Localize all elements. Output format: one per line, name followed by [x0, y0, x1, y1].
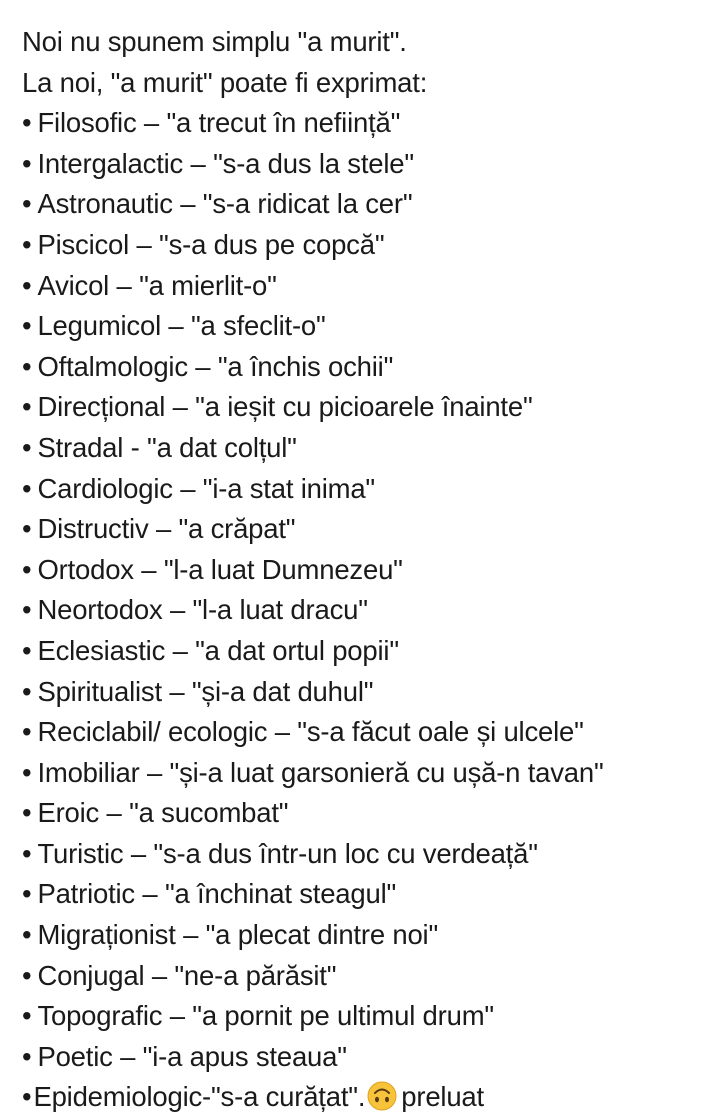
- list-item: [22, 184, 697, 225]
- bullet-mark: •: [22, 797, 32, 829]
- bullet-mark: •: [22, 1081, 32, 1113]
- list-item-text: Eclesiastic – "a dat ortul popii": [37, 634, 399, 666]
- bullet-mark: •: [22, 675, 32, 707]
- list-item: [22, 550, 697, 591]
- bullet-mark: •: [22, 1000, 32, 1032]
- upside-down-face-emoji-icon: [367, 1081, 397, 1111]
- list-item: [22, 509, 697, 550]
- bullet-mark: •: [22, 147, 32, 179]
- list-item: [22, 306, 697, 347]
- list-item-text: Distructiv – "a crăpat": [37, 513, 296, 545]
- list-item-text: Conjugal – "ne-a părăsit": [37, 959, 337, 991]
- bullet-mark: •: [22, 1040, 32, 1072]
- list-item-text: Astronautic – "s-a ridicat la cer": [37, 188, 413, 220]
- list-item: [22, 915, 697, 956]
- meme-text-post: [22, 22, 697, 1118]
- list-item-text: Topografic – "a pornit pe ultimul drum": [37, 1000, 494, 1032]
- list-item: [22, 225, 697, 266]
- list-item: [22, 631, 697, 672]
- list-item: [22, 469, 697, 510]
- bullet-mark: •: [22, 878, 32, 910]
- bullet-mark: •: [22, 472, 32, 504]
- list-item-text: Migraționist – "a plecat dintre noi": [37, 919, 439, 951]
- list-item: [22, 874, 697, 915]
- bullet-mark: •: [22, 431, 32, 463]
- bullet-mark: •: [22, 553, 32, 585]
- bullet-mark: •: [22, 310, 32, 342]
- list-item-text: Imobiliar – "și-a luat garsonieră cu ușă-n tavan": [37, 756, 604, 788]
- list-item: [22, 103, 697, 144]
- bullet-mark: •: [22, 513, 32, 545]
- bullet-mark: •: [22, 228, 32, 260]
- bullet-mark: •: [22, 391, 32, 423]
- list-item-last: [22, 1077, 697, 1118]
- list-item-text: Turistic – "s-a dus într-un loc cu verdeață": [37, 837, 538, 869]
- list-item: [22, 753, 697, 794]
- euphemism-list: [22, 103, 697, 1077]
- intro-line-1: Noi nu spunem simplu "a murit".: [22, 26, 407, 57]
- list-item-text: Patriotic – "a închinat steagul": [37, 878, 397, 910]
- list-item: [22, 266, 697, 307]
- list-item-text: Cardiologic – "i-a stat inima": [37, 472, 375, 504]
- list-item: [22, 672, 697, 713]
- bullet-mark: •: [22, 350, 32, 382]
- bullet-mark: •: [22, 756, 32, 788]
- list-item-text: Neortodox – "l-a luat dracu": [37, 594, 368, 626]
- list-item-text: Filosofic – "a trecut în neființă": [37, 107, 401, 139]
- list-item-text: Direcțional – "a ieșit cu picioarele înainte": [37, 391, 533, 423]
- list-item: [22, 793, 697, 834]
- list-item: [22, 712, 697, 753]
- list-item-text: Legumicol – "a sfeclit-o": [37, 310, 326, 342]
- list-item: [22, 347, 697, 388]
- list-item: [22, 428, 697, 469]
- bullet-mark: •: [22, 594, 32, 626]
- list-item: [22, 387, 697, 428]
- list-item: [22, 996, 697, 1037]
- list-item-text: Intergalactic – "s-a dus la stele": [37, 147, 414, 179]
- bullet-mark: •: [22, 837, 32, 869]
- list-item-text: Eroic – "a sucombat": [37, 797, 289, 829]
- list-item: [22, 144, 697, 185]
- bullet-mark: •: [22, 269, 32, 301]
- list-item: [22, 834, 697, 875]
- last-item-text: Epidemiologic-"s-a curățat".: [33, 1081, 366, 1113]
- list-item-text: Avicol – "a mierlit-o": [37, 269, 277, 301]
- list-item-text: Reciclabil/ ecologic – "s-a făcut oale și ulcele": [37, 716, 584, 748]
- last-item-suffix: preluat: [401, 1081, 484, 1113]
- bullet-mark: •: [22, 716, 32, 748]
- list-item: [22, 1037, 697, 1078]
- list-item-text: Poetic – "i-a apus steaua": [37, 1040, 347, 1072]
- bullet-mark: •: [22, 959, 32, 991]
- list-item: [22, 590, 697, 631]
- bullet-mark: •: [22, 634, 32, 666]
- list-item-text: Stradal - "a dat colțul": [37, 431, 297, 463]
- list-item-text: Ortodox – "l-a luat Dumnezeu": [37, 553, 403, 585]
- list-item-text: Oftalmologic – "a închis ochii": [37, 350, 394, 382]
- intro-line-2: La noi, "a murit" poate fi exprimat:: [22, 66, 428, 98]
- list-item-text: Piscicol – "s-a dus pe copcă": [37, 228, 385, 260]
- list-item: [22, 956, 697, 997]
- bullet-mark: •: [22, 188, 32, 220]
- bullet-mark: •: [22, 107, 32, 139]
- list-item-text: Spiritualist – "și-a dat duhul": [37, 675, 374, 707]
- bullet-mark: •: [22, 919, 32, 951]
